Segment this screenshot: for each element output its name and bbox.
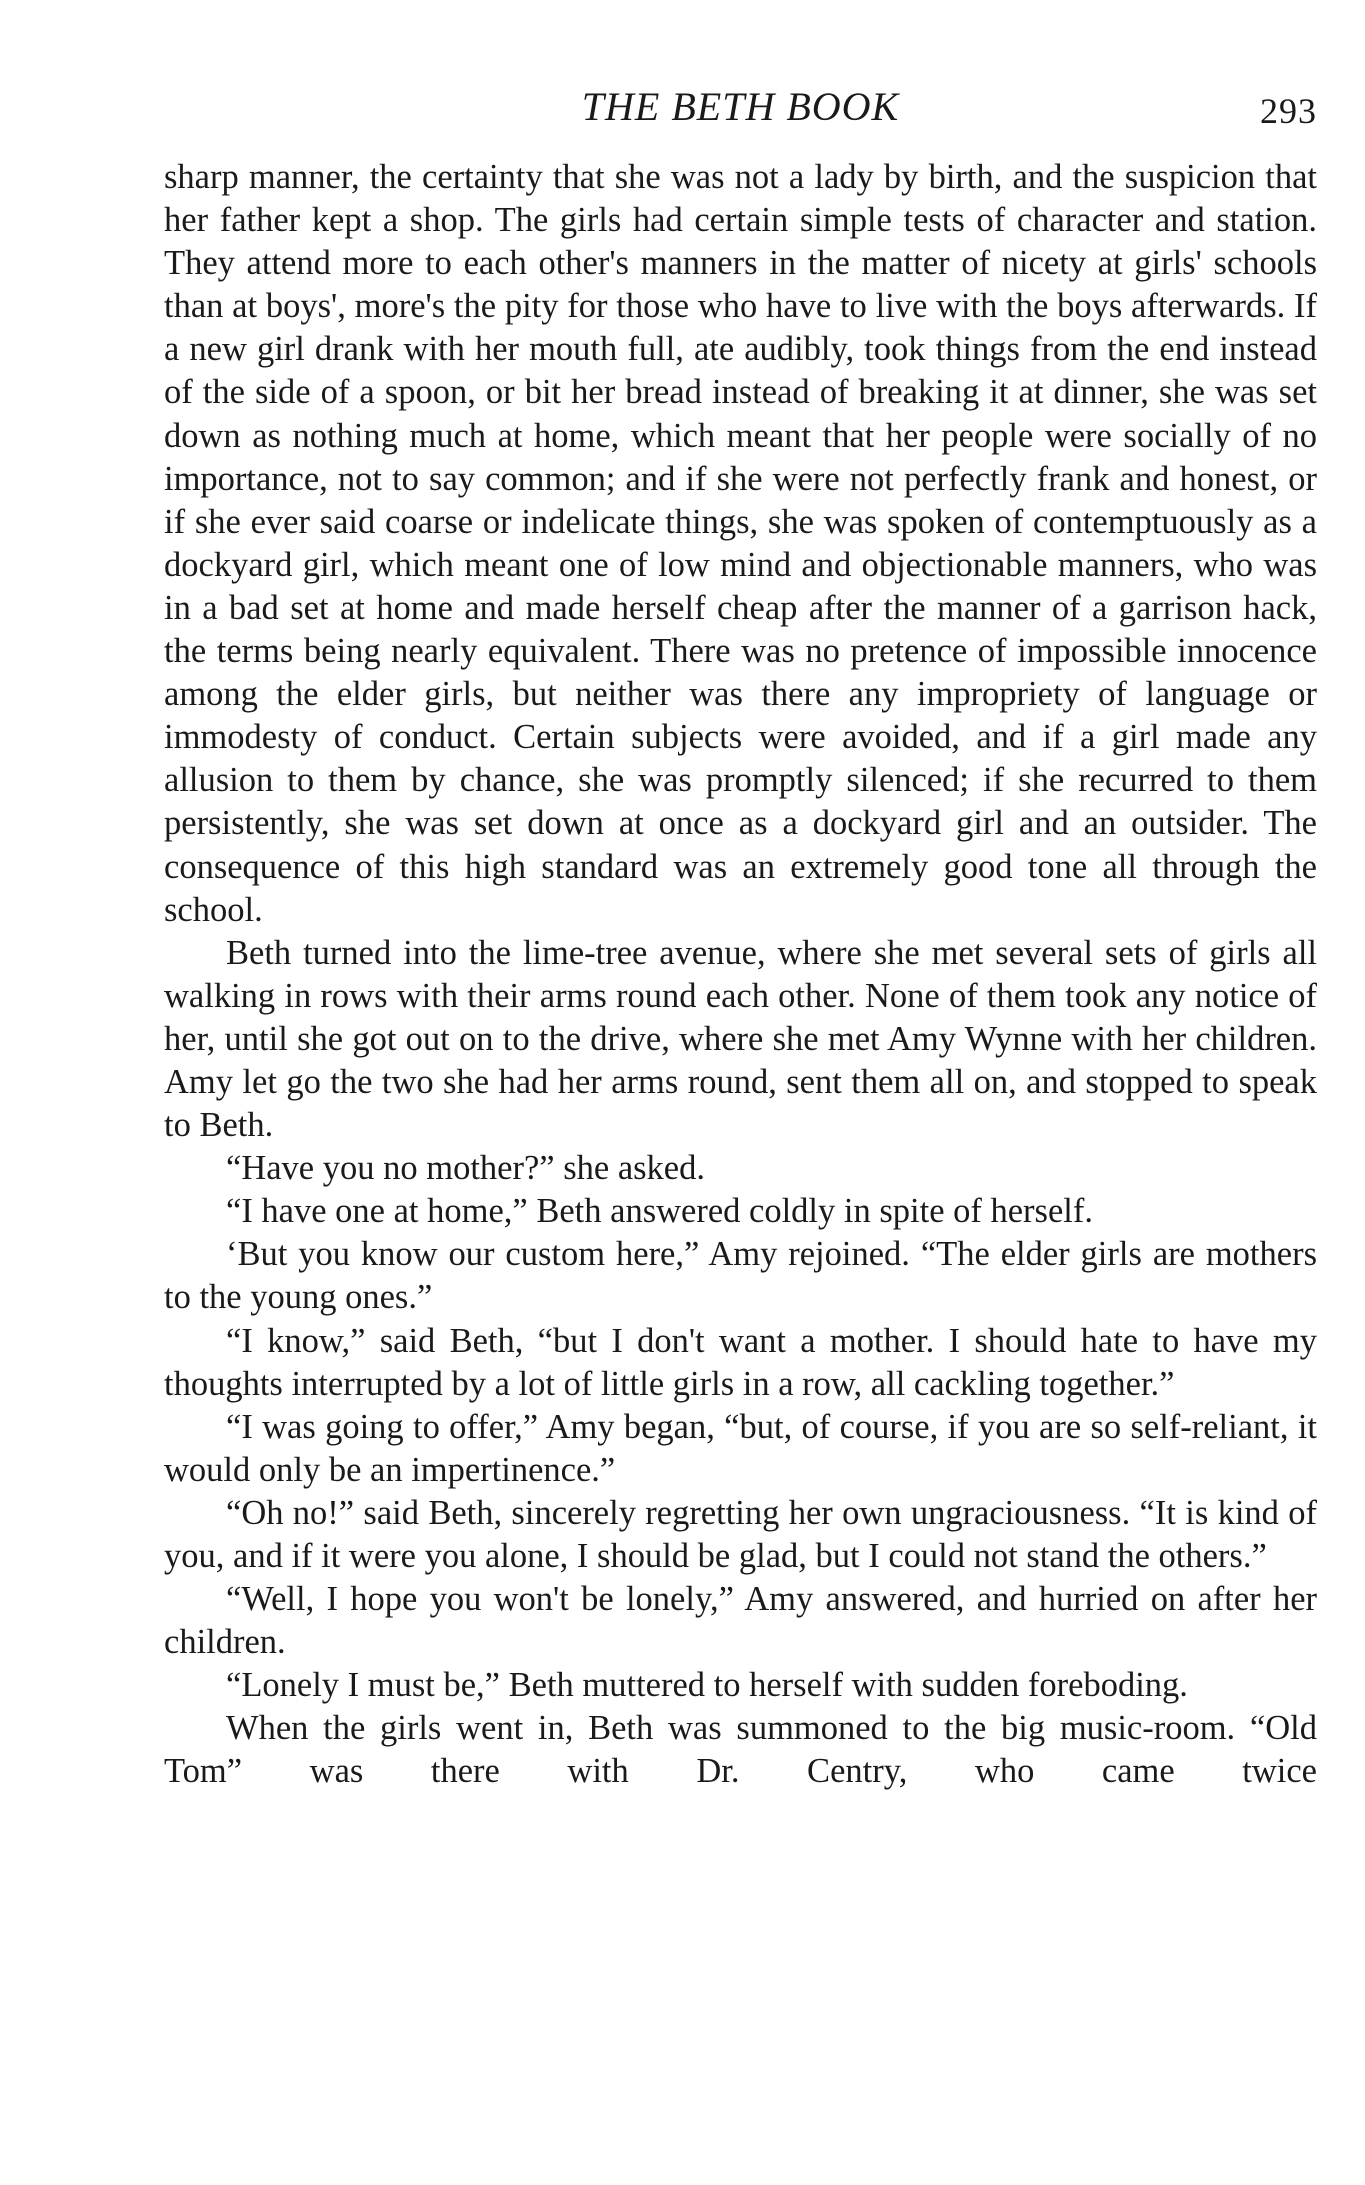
paragraph: When the girls went in, Beth was summoned to the big music-room. “Old Tom” was there with Dr. Centry, who came twice	[164, 1709, 1317, 1791]
paragraph: sharp manner, the certainty that she was not a lady by birth, and the suspicion that her father kept a shop. The girls had certain simple tests of character and station. They attend more to each other's manners in the matter of nicety at girls' schools than at boys', more's the pity for those who have to live with the boys afterwards. If a new girl drank with her mouth full, ate audibly, took things from the end instead of the side of a spoon, or bit her bread instead of breaking it at dinner, she was set down as nothing much at home, which meant that her people were socially of no importance, not to say common; and if she were not perfectly frank and honest, or if she ever said coarse or indelicate things, she was spoken of contemptuously as a dockyard girl, which meant one of low mind and objectionable manners, who was in a bad set at home and made herself cheap after the manner of a garrison hack, the terms being nearly equivalent. There was no pretence of impossible innocence among the elder girls, but neither was there any impropriety of language or immodesty of conduct. Certain subjects were avoided, and if a girl made any allusion to them by chance, she was promptly silenced; if she recurred to them persistently, she was set down at once as a dockyard girl and an outsider. The consequence of this high standard was an extremely good tone all through the school.	[164, 158, 1317, 929]
paragraph: “Have you no mother?” she asked.	[226, 1149, 705, 1188]
paragraph: “Oh no!” said Beth, sincerely regretting her own ungraciousness. “It is kind of you, and if it were you alone, I should be glad, but I could not stand the others.”	[164, 1493, 1317, 1575]
paragraph: ‘But you know our custom here,” Amy rejoined. “The elder girls are mothers to the young ones.”	[164, 1235, 1317, 1317]
running-header	[164, 82, 1317, 132]
page-number: 293	[1260, 91, 1317, 131]
paragraph: “I know,” said Beth, “but I don't want a mother. I should hate to have my thoughts interrupted by a lot of little girls in a row, all cackling together.”	[164, 1321, 1317, 1403]
body-text	[164, 156, 1317, 1794]
paragraph: “Well, I hope you won't be lonely,” Amy answered, and hurried on after her children.	[164, 1580, 1317, 1662]
paragraph: “I have one at home,” Beth answered coldly in spite of herself.	[226, 1192, 1093, 1231]
running-title: THE BETH BOOK	[581, 84, 900, 129]
paragraph: “I was going to offer,” Amy began, “but, of course, if you are so self-reliant, it would only be an impertinence.”	[164, 1407, 1317, 1489]
paragraph: Beth turned into the lime-tree avenue, where she met several sets of girls all walking in rows with their arms round each other. None of them took any notice of her, until she got out on to the drive, where she met Amy Wynne with her children. Amy let go the two she had her arms round, sent them all on, and stopped to speak to Beth.	[164, 933, 1317, 1145]
paragraph: “Lonely I must be,” Beth muttered to herself with sudden foreboding.	[226, 1666, 1188, 1705]
